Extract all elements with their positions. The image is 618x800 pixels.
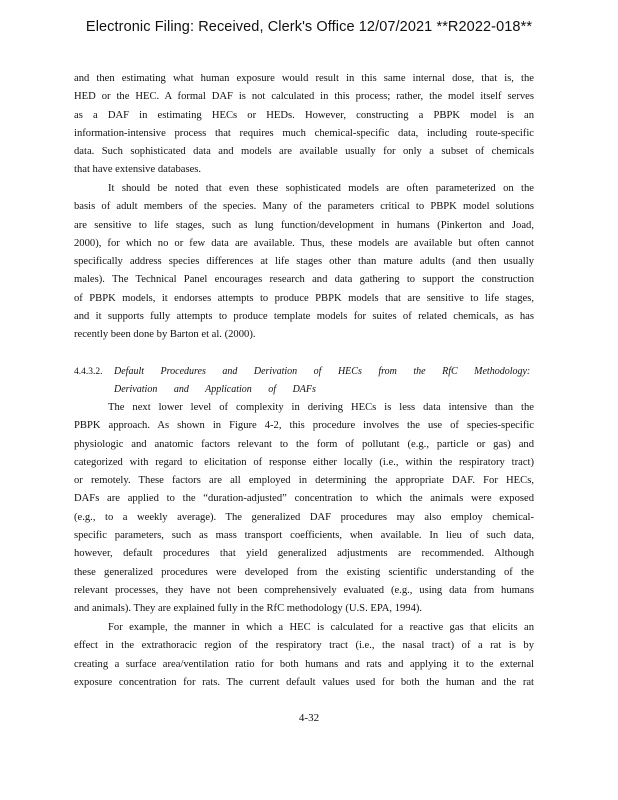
text-line: as a DAF in estimating HECs or HEDs. However, constructing a PBPK model is an	[74, 109, 534, 121]
text-line: these generalized procedures were developed from the existing scientific understanding of the	[74, 566, 534, 578]
text-line: information-intensive process that requires much chemical-specific data, including route-specific	[74, 127, 534, 139]
text-line: specifically address species differences at life stages other than mature adults (and then usually	[74, 256, 534, 268]
paragraph-3	[74, 399, 534, 619]
text-line: The next lower level of complexity in deriving HECs is less data intensive than the	[108, 402, 534, 413]
text-line: that have extensive databases.	[74, 164, 202, 176]
text-line: specific parameters, such as mass transport coefficients, when available. In lieu of such data,	[74, 530, 534, 542]
text-line: males). The Technical Panel encourages research and data gathering to support the construction	[74, 274, 534, 286]
paragraph-2	[74, 180, 534, 345]
text-line: categorized with regard to elicitation of response either locally (i.e., within the respiratory tract)	[74, 456, 534, 468]
text-line: data. Such sophisticated data and models are available usually for only a subset of chemicals	[74, 146, 534, 158]
page-number: 4-32	[298, 712, 320, 724]
text-line: PBPK approach. As shown in Figure 4-2, this procedure involves the use of species-specific	[74, 420, 534, 432]
filing-header: Electronic Filing: Received, Clerk's Office 12/07/2021 **R2022-018**	[85, 19, 533, 35]
text-line: and animals). They are explained fully in the RfC methodology (U.S. EPA, 1994).	[74, 603, 423, 615]
text-line: recently been done by Barton et al. (2000).	[74, 329, 256, 341]
text-line: HED or the HEC. A formal DAF is not calculated in this process; rather, the model itself serves	[74, 91, 534, 103]
text-line: (e.g., to a weekly average). The generalized DAF procedures may also employ chemical-	[74, 511, 534, 523]
section-title: Default Procedures and Derivation of HECs from the RfC Methodology:	[114, 366, 531, 377]
text-line: It should be noted that even these sophisticated models are often parameterized on the	[108, 183, 534, 194]
text-line: of PBPK models, it endorses attempts to produce PBPK models that are sensitive to life stages,	[74, 292, 534, 304]
text-line: 2000), for which no or few data are available. Thus, these models are available but often cannot	[74, 237, 534, 249]
text-line: however, default procedures that yield generalized adjustments are recommended. Although	[74, 548, 534, 560]
text-line: or remotely. These factors are all employed in determining the appropriate DAF. For HECs,	[74, 475, 534, 487]
text-line: and then estimating what human exposure would result in this same internal dose, that is, the	[74, 73, 534, 84]
text-line: exposure concentration for rats. The current default values used for both the human and the rat	[74, 676, 534, 688]
text-line: are sensitive to life stages, such as lung function/development in humans (Pinkerton and Joad,	[74, 219, 534, 231]
section-heading	[74, 363, 534, 400]
text-line: basis of adult members of the species. Many of the parameters critical to PBPK model solutions	[74, 201, 534, 213]
text-line: creating a surface area/ventilation ratio for both humans and rats and applying it to the external	[74, 658, 534, 670]
paragraph-1	[74, 70, 534, 180]
text-line: relevant processes, they have not been comprehensively evaluated (e.g., using data from humans	[74, 584, 534, 596]
paragraph-4	[74, 619, 534, 692]
text-line: and it supports fully attempts to produce template models for suites of related chemicals, as has	[74, 311, 534, 323]
section-title-continued: Derivation and Application of DAFs	[114, 384, 316, 396]
section-number: 4.4.3.2.	[74, 367, 103, 377]
text-line: effect in the extrathoracic region of the respiratory tract (i.e., the nasal tract) of a rat is by	[74, 640, 534, 652]
text-line: For example, the manner in which a HEC is calculated for a reactive gas that elicits an	[108, 622, 534, 633]
text-line: physiologic and anatomic factors relevant to the form of pollutant (e.g., particle or gas) and	[74, 438, 534, 450]
text-line: DAFs are applied to the “duration-adjusted” concentration to which the animals were exposed	[74, 493, 534, 505]
